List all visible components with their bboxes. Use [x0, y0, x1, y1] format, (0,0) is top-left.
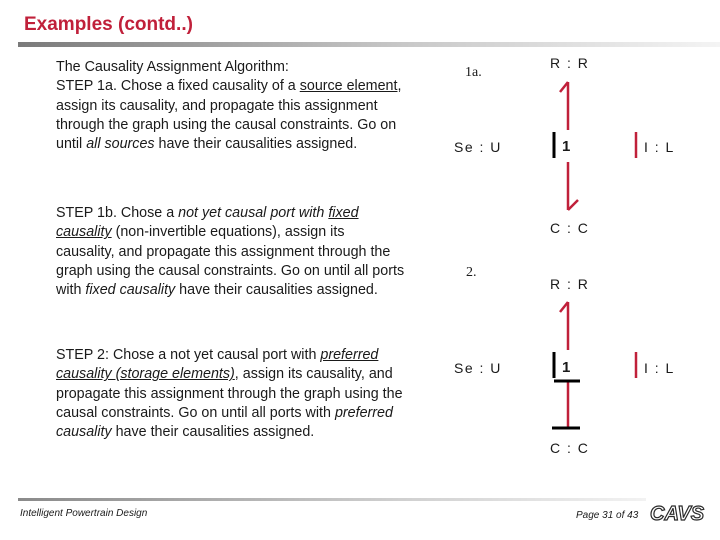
step-2-underlined: preferred causality (storage elements) [56, 347, 379, 383]
page-title: Examples (contd..) [24, 14, 193, 35]
step-1b-intro: STEP 1b. Chose a [56, 205, 179, 221]
diagram-1a-bonds [554, 82, 636, 210]
diagram-1a-step-label: 1a. [465, 65, 482, 80]
step-1a-emphasis: all sources [86, 136, 155, 153]
algorithm-heading: The Causality Assignment Algorithm: [56, 59, 289, 75]
diagram-1a-inductor-label: I : L [644, 139, 675, 155]
step-1b-rest: (non-invertible equations), assign its causality, and propagate this assignment through the graph using the causal constraints. Go on until all ports with [56, 224, 405, 299]
step-1b-emphasis-2: fixed causality [85, 282, 176, 299]
diagram-2-junction: 1 [562, 359, 571, 376]
step-1a-intro: STEP 1a. Chose a fixed causality of a [56, 78, 300, 95]
diagram-2-bonds [552, 302, 636, 428]
step-2-rest: , assign its causality, and propagate this assignment through the graph using the causal constraints. Go on until all ports with [56, 366, 403, 421]
diagram-2-step-label: 2. [466, 265, 477, 280]
page-number: Page 31 of 43 [576, 510, 639, 521]
diagram-1a-resistor-label: R : R [550, 55, 590, 71]
diagram-1a-junction: 1 [562, 138, 571, 155]
cavs-logo: CAVS [650, 503, 705, 525]
footer-course-name: Intelligent Powertrain Design [20, 508, 148, 519]
step-2-emphasis: preferred causality [56, 404, 393, 441]
step-1a-end: have their causalities assigned. [154, 136, 358, 153]
diagram-1a-bond-bottom-half-arrow [568, 200, 578, 210]
step-2-end: have their causalities assigned. [111, 424, 315, 441]
step-1b-end: have their causalities assigned. [175, 282, 378, 299]
footer-divider [18, 498, 646, 501]
diagram-1a-source-label: Se : U [454, 139, 502, 155]
diagram-1a-capacitor-label: C : C [550, 220, 590, 236]
diagram-2-resistor-label: R : R [550, 276, 590, 292]
step-1b-underlined: fixed causality [56, 205, 359, 241]
step-1a-underlined: source element [299, 78, 398, 95]
step-1a-rest: , assign its causality, and propagate this assignment through the graph using the causal constraints. Go on until [56, 78, 402, 153]
step-2-intro: STEP 2: Chose a not yet causal port with [56, 347, 321, 363]
diagram-2-source-label: Se : U [454, 360, 502, 376]
diagram-2-capacitor-label: C : C [550, 440, 590, 456]
diagram-2-inductor-label: I : L [644, 360, 675, 376]
step-1b-emphasis: not yet causal port with [178, 205, 329, 221]
